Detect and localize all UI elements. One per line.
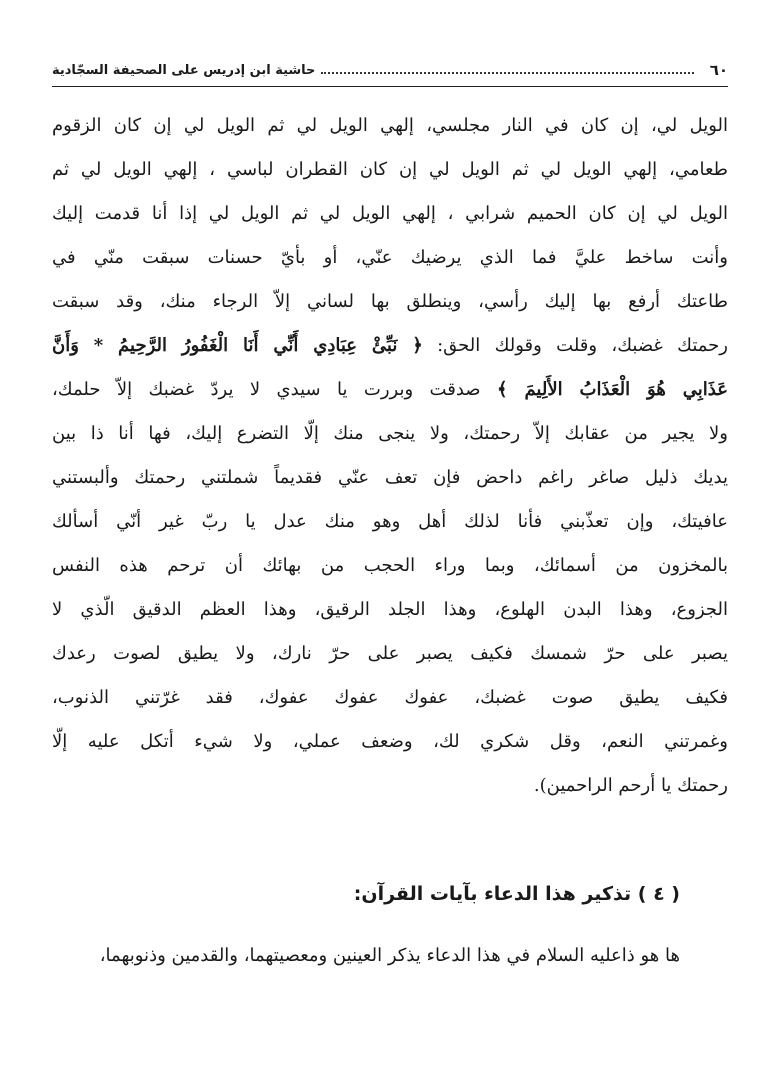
page-header — [52, 58, 728, 82]
dotted-leader — [321, 72, 693, 74]
section-first-line: ها هو ذاعليه السلام في هذا الدعاء يذكر العينين ومعصيتهما، والقدمين وذنوبهما، — [99, 945, 680, 966]
running-title: حاشية ابن إدريس على الصحيفة السجّادية — [52, 62, 316, 78]
text-line: طعامي، إلهي الويل لي ثم الويل لي إن كان القطران لباسي ، إلهي الويل لي ثم — [52, 159, 728, 180]
text-line: الويل لي إن كان الحميم شرابي ، إلهي الويل لي ثم الويل لي إذا أنا قدمت إليك — [52, 203, 728, 224]
text-line: فكيف يطيق صوت غضبك، عفوك عفوك عفوك، فقد غرّتني الذنوب، — [52, 687, 728, 708]
text-line: بالمخزون من أسمائك، وبما وراء الحجب من بهائك أن ترحم هذه النفس — [52, 555, 728, 576]
text-line: رحمتك يا أرحم الراحمين). — [533, 775, 728, 796]
text-line: الويل لي، إن كان في النار مجلسي، إلهي الويل لي ثم الويل لي إن كان الزقوم — [52, 115, 728, 136]
text-line-quran-start — [52, 324, 728, 368]
section-heading: ( ٤ ) تذكير هذا الدعاء بآيات القرآن: — [353, 883, 680, 905]
quran-verse: ﴿ نَبِّئْ عِبَادِي أَنِّي أَنَا الْغَفُورُ الرَّحِيمُ * وَأَنَّ — [52, 335, 423, 356]
header-rule — [52, 86, 728, 87]
text-line: وغمرتني النعم، وقل شكري لك، وضعف عملي، ولا شيء أتكل عليه إلّا — [52, 731, 728, 752]
text-line: عافيتك، وإن تعذّبني فأنا لذلك أهل وهو منك عدل يا ربّ غير أنّي أسألك — [52, 511, 728, 532]
page-number: ٦٠ — [709, 61, 728, 79]
text-segment: رحمتك غضبك، وقلت وقولك الحق: — [422, 335, 728, 356]
text-line: الجزوع، وهذا البدن الهلوع، وهذا الجلد الرقيق، وهذا العظم الدقيق الّذي لا — [52, 599, 728, 620]
quran-verse: عَذَابِي هُوَ الْعَذَابُ الأَلِيمَ ﴾ — [496, 379, 728, 400]
text-line: طاعتك أرفع بها إليك رأسي، وينطلق بها لساني إلاّ الرجاء منك، وقد سبقت — [52, 291, 728, 312]
text-line: يصبر على حرّ شمسك فكيف يصبر على حرّ نارك، ولا يطيق لصوت رعدك — [52, 643, 728, 664]
text-line: وأنت ساخط عليَّ فما الذي يرضيك عنّي، أو بأيّ حسنات سبقت منّي في — [52, 247, 728, 268]
text-segment: صدقت وبررت يا سيدي لا يردّ غضبك إلاّ حلمك، — [52, 379, 497, 400]
body-paragraph — [52, 104, 728, 808]
text-line-quran-end — [52, 368, 728, 412]
text-line: ولا يجير من عقابك إلاّ رحمتك، ولا ينجى منك إلّا التضرع إليك، فها أنا ذا بين — [52, 423, 728, 444]
text-line: يديك ذليل صاغر راغم داحض فإن تعف عنّي فقديماً شملتني رحمتك وألبستني — [52, 467, 728, 488]
